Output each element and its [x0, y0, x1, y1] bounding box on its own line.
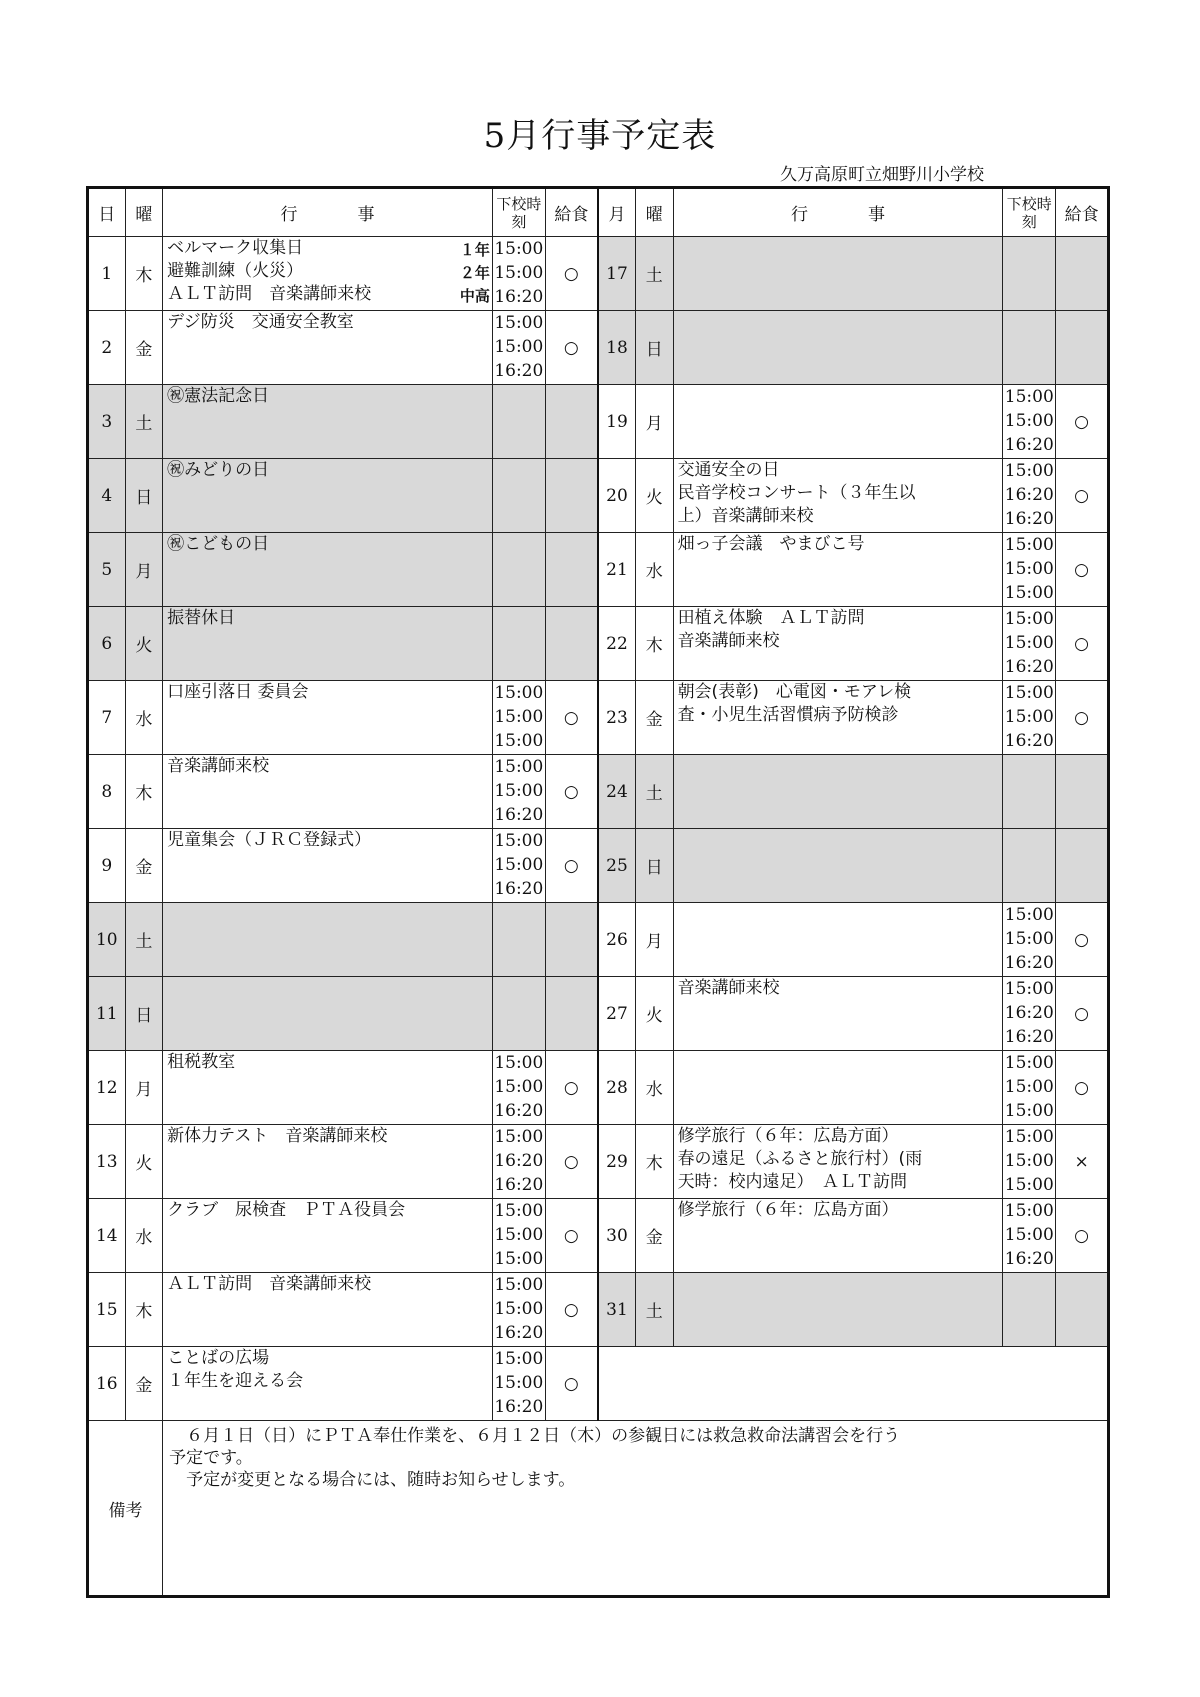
- event-cell: [673, 459, 1003, 533]
- dismissal-time: 15:00: [1004, 905, 1054, 925]
- day-number: 30: [598, 1199, 636, 1273]
- dismissal-time: 15:00: [1004, 979, 1054, 999]
- dismissal-time: 16:20: [494, 1151, 544, 1171]
- dismissal-time: 15:00: [494, 1225, 544, 1245]
- grade-label: １年: [459, 241, 490, 259]
- event-line: 天時：校内遠足） ＡＬＴ訪問: [677, 1172, 908, 1192]
- lunch-mark: ○: [1056, 607, 1109, 681]
- dismissal-time: 15:00: [1004, 707, 1054, 727]
- table-row: [88, 755, 1109, 829]
- event-cell: [163, 533, 493, 607]
- event-line: 租税教室: [167, 1052, 236, 1072]
- lunch-mark: ○: [545, 237, 598, 311]
- table-row: [88, 311, 1109, 385]
- table-row: [88, 533, 1109, 607]
- dismissal-times: [1003, 755, 1056, 829]
- day-number: 2: [88, 311, 126, 385]
- day-number: 12: [88, 1051, 126, 1125]
- school-name: 久万高原町立畑野川小学校: [780, 165, 984, 185]
- dismissal-time: 15:00: [494, 263, 544, 283]
- lunch-mark: [545, 977, 598, 1051]
- event-cell: [673, 237, 1003, 311]
- lunch-mark: ○: [545, 829, 598, 903]
- event-cell: [673, 829, 1003, 903]
- dismissal-time: 16:20: [1004, 953, 1054, 973]
- event-line: １年生を迎える会: [167, 1371, 304, 1391]
- weekday: 金: [636, 681, 674, 755]
- dismissal-time: 15:00: [1004, 1151, 1054, 1171]
- header-dismissal: 下校時刻: [492, 188, 545, 237]
- day-number: 15: [88, 1273, 126, 1347]
- dismissal-time: 15:00: [494, 337, 544, 357]
- lunch-mark: ○: [545, 1125, 598, 1199]
- dismissal-times: [492, 977, 545, 1051]
- event-line: 新体力テスト 音楽講師来校: [167, 1126, 388, 1146]
- weekday: 土: [125, 903, 163, 977]
- weekday: 土: [125, 385, 163, 459]
- table-row: [88, 385, 1109, 459]
- event-cell: [163, 1051, 493, 1125]
- event-line: 振替休日: [167, 608, 236, 628]
- day-number: 7: [88, 681, 126, 755]
- lunch-mark: ○: [545, 755, 598, 829]
- event-cell: [163, 385, 493, 459]
- day-number: 26: [598, 903, 636, 977]
- lunch-mark: [545, 459, 598, 533]
- dismissal-time: 15:00: [1004, 411, 1054, 431]
- event-line: 民音学校コンサート（３年生以: [677, 483, 916, 503]
- event-cell: [673, 533, 1003, 607]
- event-line: ㊗みどりの日: [167, 460, 270, 480]
- dismissal-time: 15:00: [494, 1275, 544, 1295]
- dismissal-time: 16:20: [494, 879, 544, 899]
- weekday: 火: [636, 977, 674, 1051]
- dismissal-times: [492, 1051, 545, 1125]
- weekday: 土: [636, 755, 674, 829]
- event-cell: [163, 977, 493, 1051]
- table-row: [88, 903, 1109, 977]
- event-line: 畑っ子会議 やまびこ号: [677, 534, 865, 554]
- dismissal-time: 15:00: [1004, 387, 1054, 407]
- weekday: 金: [125, 829, 163, 903]
- event-line: 春の遠足（ふるさと旅行村）(雨: [677, 1149, 923, 1169]
- event-cell: [673, 903, 1003, 977]
- table-row: [88, 237, 1109, 311]
- header-weekday: 曜: [125, 188, 163, 237]
- weekday: 金: [125, 1347, 163, 1421]
- table-row: [88, 829, 1109, 903]
- day-number: 9: [88, 829, 126, 903]
- weekday: 日: [125, 459, 163, 533]
- event-line: 交通安全の日: [677, 460, 780, 480]
- weekday: 月: [636, 903, 674, 977]
- dismissal-times: [1003, 533, 1056, 607]
- day-number: 10: [88, 903, 126, 977]
- event-line: 児童集会（ＪＲＣ登録式）: [167, 830, 372, 850]
- dismissal-time: 16:20: [1004, 1249, 1054, 1269]
- grade-label: ２年: [459, 264, 490, 282]
- weekday: 木: [636, 607, 674, 681]
- day-number: 24: [598, 755, 636, 829]
- day-number: 22: [598, 607, 636, 681]
- header-row: [88, 188, 1109, 237]
- event-cell: [673, 755, 1003, 829]
- header-day-right: 月: [598, 188, 636, 237]
- day-number: 16: [88, 1347, 126, 1421]
- dismissal-times: [492, 237, 545, 311]
- event-line: 口座引落日 委員会: [167, 682, 309, 702]
- event-cell: [163, 681, 493, 755]
- day-number: 14: [88, 1199, 126, 1273]
- event-line: ㊗憲法記念日: [167, 386, 270, 406]
- dismissal-time: 15:00: [494, 1249, 544, 1269]
- dismissal-times: [1003, 1125, 1056, 1199]
- header-event: 行事: [163, 188, 493, 237]
- dismissal-times: [492, 1199, 545, 1273]
- event-cell: [163, 1199, 493, 1273]
- day-number: 28: [598, 1051, 636, 1125]
- event-cell: [673, 977, 1003, 1051]
- weekday: 木: [125, 1273, 163, 1347]
- dismissal-time: 15:00: [494, 1127, 544, 1147]
- lunch-mark: [545, 607, 598, 681]
- dismissal-times: [492, 459, 545, 533]
- event-line: ベルマーク収集日: [167, 238, 304, 258]
- day-number: 20: [598, 459, 636, 533]
- event-line: 修学旅行（６年：広島方面）: [677, 1126, 899, 1146]
- day-number: 21: [598, 533, 636, 607]
- lunch-mark: [545, 903, 598, 977]
- dismissal-time: 15:00: [494, 707, 544, 727]
- weekday: 日: [636, 829, 674, 903]
- header-weekday-right: 曜: [636, 188, 674, 237]
- empty-cell: [598, 1347, 1109, 1421]
- weekday: 火: [636, 459, 674, 533]
- lunch-mark: ○: [545, 1051, 598, 1125]
- dismissal-times: [492, 533, 545, 607]
- dismissal-time: 16:20: [494, 361, 544, 381]
- dismissal-time: 15:00: [1004, 929, 1054, 949]
- page-title: 5月行事予定表: [483, 116, 717, 156]
- dismissal-times: [492, 311, 545, 385]
- dismissal-time: 15:00: [1004, 1077, 1054, 1097]
- lunch-mark: [1056, 237, 1109, 311]
- dismissal-time: 15:00: [1004, 535, 1054, 555]
- dismissal-times: [492, 755, 545, 829]
- day-number: 6: [88, 607, 126, 681]
- day-number: 29: [598, 1125, 636, 1199]
- schedule-table: [86, 186, 1110, 1598]
- grade-label: 中高: [459, 287, 490, 305]
- dismissal-time: 15:00: [494, 1373, 544, 1393]
- weekday: 木: [636, 1125, 674, 1199]
- event-line: ことばの広場: [167, 1348, 270, 1368]
- dismissal-time: 15:00: [494, 1201, 544, 1221]
- event-line: 上）音楽講師来校: [677, 506, 814, 526]
- dismissal-time: 15:00: [494, 831, 544, 851]
- dismissal-times: [1003, 829, 1056, 903]
- weekday: 日: [636, 311, 674, 385]
- weekday: 木: [125, 237, 163, 311]
- table-row: [88, 1273, 1109, 1347]
- event-line: 避難訓練（火災）: [167, 261, 304, 281]
- weekday: 金: [636, 1199, 674, 1273]
- dismissal-times: [492, 1347, 545, 1421]
- event-cell: [673, 607, 1003, 681]
- table-row: [88, 1199, 1109, 1273]
- weekday: 水: [636, 533, 674, 607]
- weekday: 水: [636, 1051, 674, 1125]
- lunch-mark: [545, 385, 598, 459]
- table-row: [88, 1125, 1109, 1199]
- event-line: 音楽講師来校: [677, 978, 780, 998]
- lunch-mark: [545, 533, 598, 607]
- header-lunch-right: 給食: [1056, 188, 1109, 237]
- weekday: 火: [125, 1125, 163, 1199]
- table-row: [88, 607, 1109, 681]
- event-line: デジ防災 交通安全教室: [167, 312, 354, 332]
- event-cell: [673, 681, 1003, 755]
- lunch-mark: ○: [545, 311, 598, 385]
- event-cell: [163, 607, 493, 681]
- dismissal-time: 15:00: [1004, 1127, 1054, 1147]
- dismissal-time: 16:20: [1004, 509, 1054, 529]
- day-number: 1: [88, 237, 126, 311]
- header-dismissal-right: 下校時刻: [1003, 188, 1056, 237]
- dismissal-times: [1003, 385, 1056, 459]
- dismissal-time: 16:20: [494, 805, 544, 825]
- weekday: 月: [125, 1051, 163, 1125]
- weekday: 月: [125, 533, 163, 607]
- weekday: 水: [125, 681, 163, 755]
- dismissal-times: [492, 829, 545, 903]
- event-cell: [163, 311, 493, 385]
- dismissal-times: [1003, 681, 1056, 755]
- event-line: 朝会(表彰) 心電図・モアレ検: [677, 682, 912, 702]
- lunch-mark: ○: [1056, 903, 1109, 977]
- dismissal-time: 15:00: [1004, 633, 1054, 653]
- weekday: 金: [125, 311, 163, 385]
- note-line: ６月１日（日）にＰＴＡ奉仕作業を、６月１２日（木）の参観日には救急救命法講習会を行う: [169, 1426, 901, 1446]
- day-number: 31: [598, 1273, 636, 1347]
- dismissal-times: [492, 1125, 545, 1199]
- lunch-mark: [1056, 829, 1109, 903]
- day-number: 11: [88, 977, 126, 1051]
- dismissal-time: 16:20: [1004, 657, 1054, 677]
- table-row: [88, 977, 1109, 1051]
- dismissal-time: 15:00: [1004, 1053, 1054, 1073]
- dismissal-times: [1003, 607, 1056, 681]
- dismissal-times: [1003, 903, 1056, 977]
- dismissal-time: 15:00: [1004, 1225, 1054, 1245]
- dismissal-time: 15:00: [1004, 583, 1054, 603]
- dismissal-times: [1003, 237, 1056, 311]
- lunch-mark: ○: [1056, 385, 1109, 459]
- table-row: [88, 681, 1109, 755]
- dismissal-time: 15:00: [494, 855, 544, 875]
- event-cell: [163, 237, 493, 311]
- dismissal-time: 16:20: [1004, 435, 1054, 455]
- header-day: 日: [88, 188, 126, 237]
- event-line: 田植え体験 ＡＬＴ訪問: [677, 608, 865, 628]
- event-line: ㊗こどもの日: [167, 534, 270, 554]
- dismissal-times: [492, 607, 545, 681]
- note-line: 予定です。: [169, 1448, 253, 1468]
- dismissal-time: 15:00: [1004, 559, 1054, 579]
- dismissal-times: [492, 1273, 545, 1347]
- event-line: 音楽講師来校: [677, 631, 780, 651]
- lunch-mark: [1056, 311, 1109, 385]
- dismissal-times: [1003, 1273, 1056, 1347]
- day-number: 3: [88, 385, 126, 459]
- dismissal-times: [492, 385, 545, 459]
- day-number: 5: [88, 533, 126, 607]
- dismissal-time: 16:20: [494, 287, 544, 307]
- lunch-mark: ○: [1056, 681, 1109, 755]
- day-number: 18: [598, 311, 636, 385]
- dismissal-times: [1003, 459, 1056, 533]
- weekday: 木: [125, 755, 163, 829]
- lunch-mark: ○: [545, 681, 598, 755]
- dismissal-time: 16:20: [1004, 1003, 1054, 1023]
- event-cell: [673, 1199, 1003, 1273]
- day-number: 17: [598, 237, 636, 311]
- dismissal-time: 15:00: [494, 1053, 544, 1073]
- event-line: 査・小児生活習慣病予防検診: [677, 705, 899, 725]
- notes-text: [163, 1421, 1109, 1597]
- dismissal-time: 16:20: [494, 1397, 544, 1417]
- event-cell: [673, 311, 1003, 385]
- lunch-mark: ○: [545, 1273, 598, 1347]
- event-cell: [163, 903, 493, 977]
- dismissal-times: [1003, 1199, 1056, 1273]
- dismissal-time: 16:20: [494, 1323, 544, 1343]
- header-lunch: 給食: [545, 188, 598, 237]
- notes-row: [88, 1421, 1109, 1597]
- dismissal-time: 15:00: [494, 731, 544, 751]
- table-row: [88, 459, 1109, 533]
- dismissal-time: 15:00: [494, 239, 544, 259]
- dismissal-time: 15:00: [1004, 1201, 1054, 1221]
- weekday: 水: [125, 1199, 163, 1273]
- day-number: 13: [88, 1125, 126, 1199]
- dismissal-time: 15:00: [494, 313, 544, 333]
- lunch-mark: ○: [1056, 533, 1109, 607]
- dismissal-time: 16:20: [1004, 731, 1054, 751]
- lunch-mark: ×: [1056, 1125, 1109, 1199]
- dismissal-times: [492, 681, 545, 755]
- day-number: 4: [88, 459, 126, 533]
- lunch-mark: ○: [1056, 977, 1109, 1051]
- header-event-right: 行事: [673, 188, 1003, 237]
- event-line: 音楽講師来校: [167, 756, 270, 776]
- dismissal-times: [1003, 977, 1056, 1051]
- event-cell: [163, 1347, 493, 1421]
- weekday: 土: [636, 1273, 674, 1347]
- dismissal-time: 15:00: [494, 757, 544, 777]
- lunch-mark: [1056, 755, 1109, 829]
- lunch-mark: ○: [545, 1347, 598, 1421]
- day-number: 19: [598, 385, 636, 459]
- event-line: ＡＬＴ訪問 音楽講師来校: [167, 284, 372, 304]
- weekday: 土: [636, 237, 674, 311]
- dismissal-times: [1003, 311, 1056, 385]
- dismissal-time: 15:00: [1004, 1101, 1054, 1121]
- dismissal-time: 15:00: [1004, 683, 1054, 703]
- lunch-mark: ○: [1056, 1051, 1109, 1125]
- event-cell: [163, 1273, 493, 1347]
- table-row: [88, 1051, 1109, 1125]
- dismissal-times: [492, 903, 545, 977]
- dismissal-time: 16:20: [494, 1175, 544, 1195]
- event-line: ＡＬＴ訪問 音楽講師来校: [167, 1274, 372, 1294]
- event-cell: [163, 1125, 493, 1199]
- dismissal-time: 16:20: [494, 1101, 544, 1121]
- dismissal-time: 16:20: [1004, 1027, 1054, 1047]
- event-cell: [673, 1051, 1003, 1125]
- dismissal-time: 16:20: [1004, 485, 1054, 505]
- lunch-mark: ○: [1056, 1199, 1109, 1273]
- dismissal-time: 15:00: [494, 683, 544, 703]
- lunch-mark: ○: [1056, 459, 1109, 533]
- event-cell: [673, 385, 1003, 459]
- weekday: 火: [125, 607, 163, 681]
- note-line: 予定が変更となる場合には、随時お知らせします。: [169, 1470, 576, 1490]
- lunch-mark: ○: [545, 1199, 598, 1273]
- grade-labels: [460, 239, 490, 308]
- dismissal-time: 15:00: [1004, 461, 1054, 481]
- day-number: 25: [598, 829, 636, 903]
- table-row: [88, 1347, 1109, 1421]
- dismissal-times: [1003, 1051, 1056, 1125]
- event-line: クラブ 尿検査 ＰＴＡ役員会: [167, 1200, 406, 1220]
- day-number: 8: [88, 755, 126, 829]
- event-cell: [673, 1125, 1003, 1199]
- day-number: 27: [598, 977, 636, 1051]
- weekday: 月: [636, 385, 674, 459]
- dismissal-time: 15:00: [1004, 1175, 1054, 1195]
- dismissal-time: 15:00: [494, 1349, 544, 1369]
- dismissal-time: 15:00: [1004, 609, 1054, 629]
- notes-label: 備考: [88, 1421, 163, 1597]
- event-line: 修学旅行（６年：広島方面）: [677, 1200, 899, 1220]
- lunch-mark: [1056, 1273, 1109, 1347]
- dismissal-time: 15:00: [494, 781, 544, 801]
- dismissal-time: 15:00: [494, 1077, 544, 1097]
- weekday: 日: [125, 977, 163, 1051]
- event-cell: [163, 829, 493, 903]
- event-cell: [673, 1273, 1003, 1347]
- dismissal-time: 15:00: [494, 1299, 544, 1319]
- event-cell: [163, 459, 493, 533]
- event-cell: [163, 755, 493, 829]
- day-number: 23: [598, 681, 636, 755]
